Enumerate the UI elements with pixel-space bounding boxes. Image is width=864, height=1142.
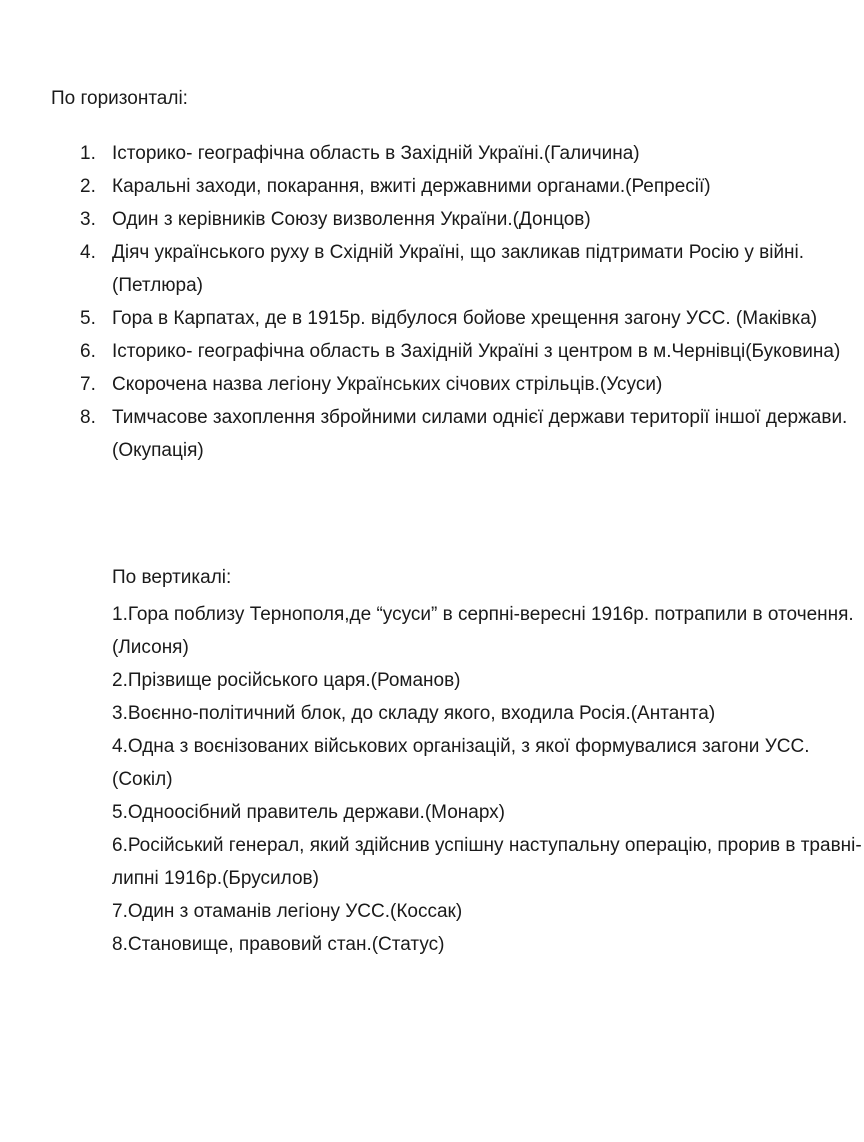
vertical-clue: 7.Один з отаманів легіону УСС.(Коссак) — [112, 901, 463, 922]
horizontal-heading: По горизонталі: — [51, 88, 188, 109]
clue-number: 2. — [80, 176, 96, 197]
horizontal-clue — [80, 302, 864, 335]
vertical-clue: 4.Одна з воєнізованих військових організацій, з якої формувалися загони УСС.(Сокіл) — [112, 736, 810, 790]
clue-text: Тимчасове захоплення збройними силами однієї держави території іншої держави.(Окупація) — [112, 407, 848, 461]
clue-number: 3. — [80, 209, 96, 230]
vertical-clue: 1.Гора поблизу Тернополя,де “усуси” в серпні-вересні 1916р. потрапили в оточення.(Лисоня) — [112, 604, 854, 658]
vertical-clue: 3.Воєнно-політичний блок, до складу якого, входила Росія.(Антанта) — [112, 703, 716, 724]
vertical-clues-section — [112, 566, 864, 961]
clue-number: 6. — [80, 341, 96, 362]
horizontal-clues-list — [80, 137, 864, 467]
clue-number: 4. — [80, 242, 96, 263]
clue-text: Скорочена назва легіону Українських січових стрільців.(Усуси) — [112, 374, 663, 395]
clue-text: Діяч українського руху в Східній Україні, що закликав підтримати Росію у війні.(Петлюра) — [112, 242, 805, 296]
horizontal-clue — [80, 137, 864, 170]
horizontal-clue — [80, 170, 864, 203]
horizontal-clue — [80, 335, 864, 368]
horizontal-clue — [80, 368, 864, 401]
clue-text: Історико- географічна область в Західній Україні.(Галичина) — [112, 143, 640, 164]
clue-text: Один з керівників Союзу визволення України.(Донцов) — [112, 209, 591, 230]
vertical-heading: По вертикалі: — [112, 567, 232, 588]
clue-text: Каральні заходи, покарання, вжиті державними органами.(Репресії) — [112, 176, 711, 197]
horizontal-clue — [80, 236, 864, 302]
clue-number: 1. — [80, 143, 96, 164]
vertical-clue: 8.Становище, правовий стан.(Статус) — [112, 934, 445, 955]
vertical-clues-list — [112, 598, 864, 961]
horizontal-clue — [80, 401, 864, 467]
horizontal-clue — [80, 203, 864, 236]
vertical-clue: 5.Одноосібний правитель держави.(Монарх) — [112, 802, 505, 823]
vertical-clue: 2.Прізвище російського царя.(Романов) — [112, 670, 461, 691]
clue-number: 7. — [80, 374, 96, 395]
clue-text: Історико- географічна область в Західній Україні з центром в м.Чернівці(Буковина) — [112, 341, 841, 362]
vertical-clue: 6.Російський генерал, який здійснив успішну наступальну операцію, прорив в травні-липні 1916р.(Брусилов) — [112, 835, 862, 889]
clue-text: Гора в Карпатах, де в 1915р. відбулося бойове хрещення загону УСС. (Маківка) — [112, 308, 818, 329]
clue-number: 5. — [80, 308, 96, 329]
clue-number: 8. — [80, 407, 96, 428]
